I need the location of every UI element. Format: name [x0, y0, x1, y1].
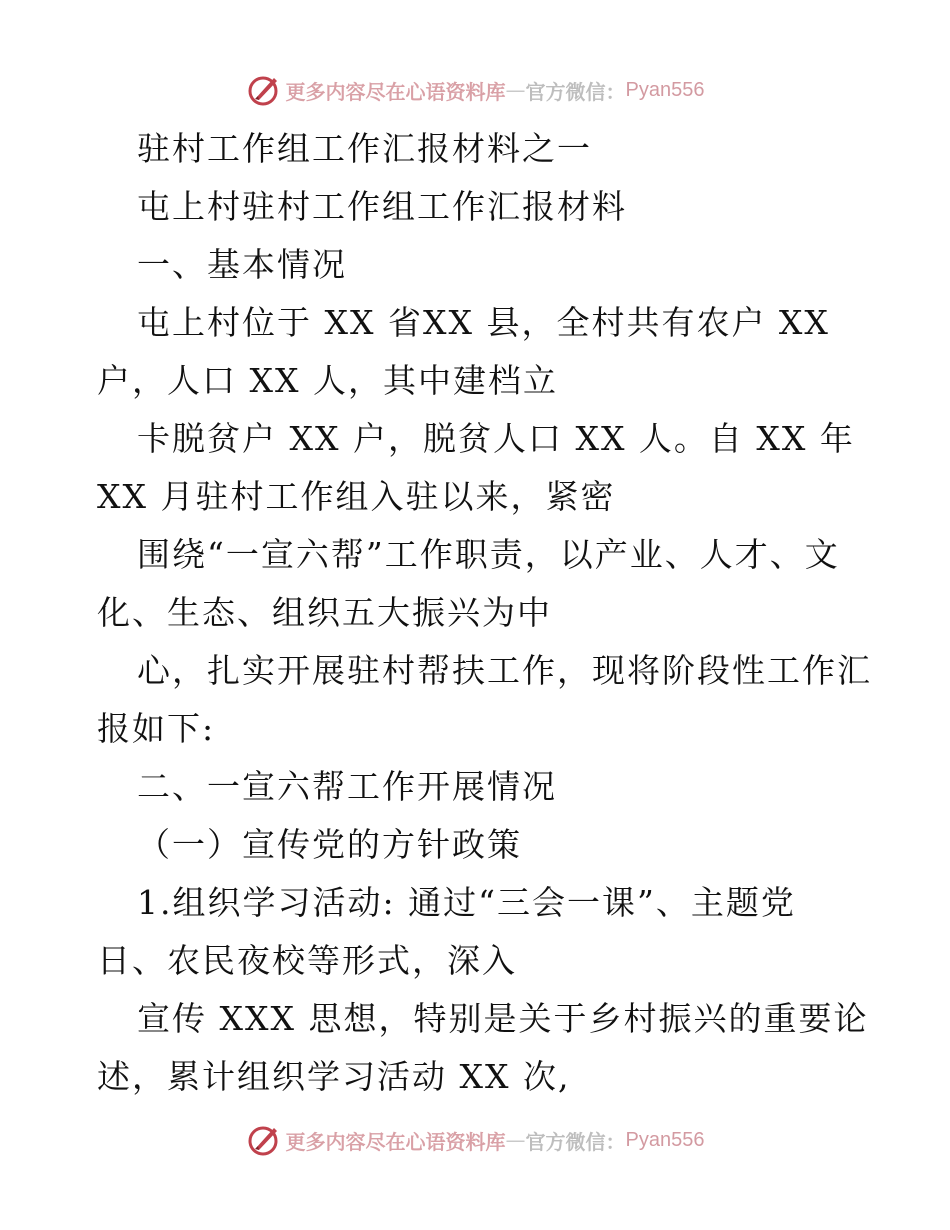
watermark-dash: — — [505, 78, 526, 102]
paragraph-line: 心，扎实开展驻村帮扶工作，现将阶段性工作汇 — [137, 651, 872, 690]
paragraph-line: 报如下: — [97, 709, 216, 748]
document-body — [97, 120, 872, 1106]
paragraph-line: 屯上村位于 XX 省XX 县，全村共有农户 XX — [137, 303, 830, 342]
section-heading-basic: 一、基本情况 — [137, 245, 347, 284]
watermark-text: 更多内容尽在心语资料库 — [285, 79, 506, 104]
paragraph-line: 日、农民夜校等形式，深入 — [97, 941, 517, 980]
watermark-text: 更多内容尽在心语资料库 — [285, 1129, 506, 1154]
paragraph-line: 1.组织学习活动: 通过“三会一课”、主题党 — [137, 883, 796, 922]
watermark-official-label: 官方微信： — [525, 79, 626, 104]
paragraph-line: 化、生态、组织五大振兴为中 — [97, 593, 552, 632]
doc-title: 驻村工作组工作汇报材料之一 — [137, 129, 592, 168]
paragraph-line: 宣传 XXX 思想，特别是关于乡村振兴的重要论 — [137, 999, 869, 1038]
paragraph-line: XX 月驻村工作组入驻以来，紧密 — [97, 477, 616, 516]
paragraph-line: 卡脱贫户 XX 户，脱贫人口 XX 人。自 XX 年 — [137, 419, 855, 458]
quill-seal-icon — [246, 1122, 282, 1158]
watermark-wechat-id: Pyan556 — [625, 78, 705, 101]
watermark-footer — [0, 1118, 950, 1162]
section-heading-work: 二、一宣六帮工作开展情况 — [137, 767, 557, 806]
watermark-dash: — — [505, 1128, 526, 1152]
doc-subtitle: 屯上村驻村工作组工作汇报材料 — [137, 187, 627, 226]
quill-seal-icon — [246, 72, 282, 108]
paragraph-line: 述，累计组织学习活动 XX 次, — [97, 1057, 571, 1096]
watermark-header — [0, 68, 950, 112]
watermark-wechat-id: Pyan556 — [625, 1128, 705, 1151]
watermark-official-label: 官方微信： — [525, 1129, 626, 1154]
paragraph-line: 围绕“一宣六帮”工作职责，以产业、人才、文 — [137, 535, 840, 574]
paragraph-line: 户，人口 XX 人，其中建档立 — [97, 361, 558, 400]
subsection-heading: （一）宣传党的方针政策 — [137, 825, 522, 864]
